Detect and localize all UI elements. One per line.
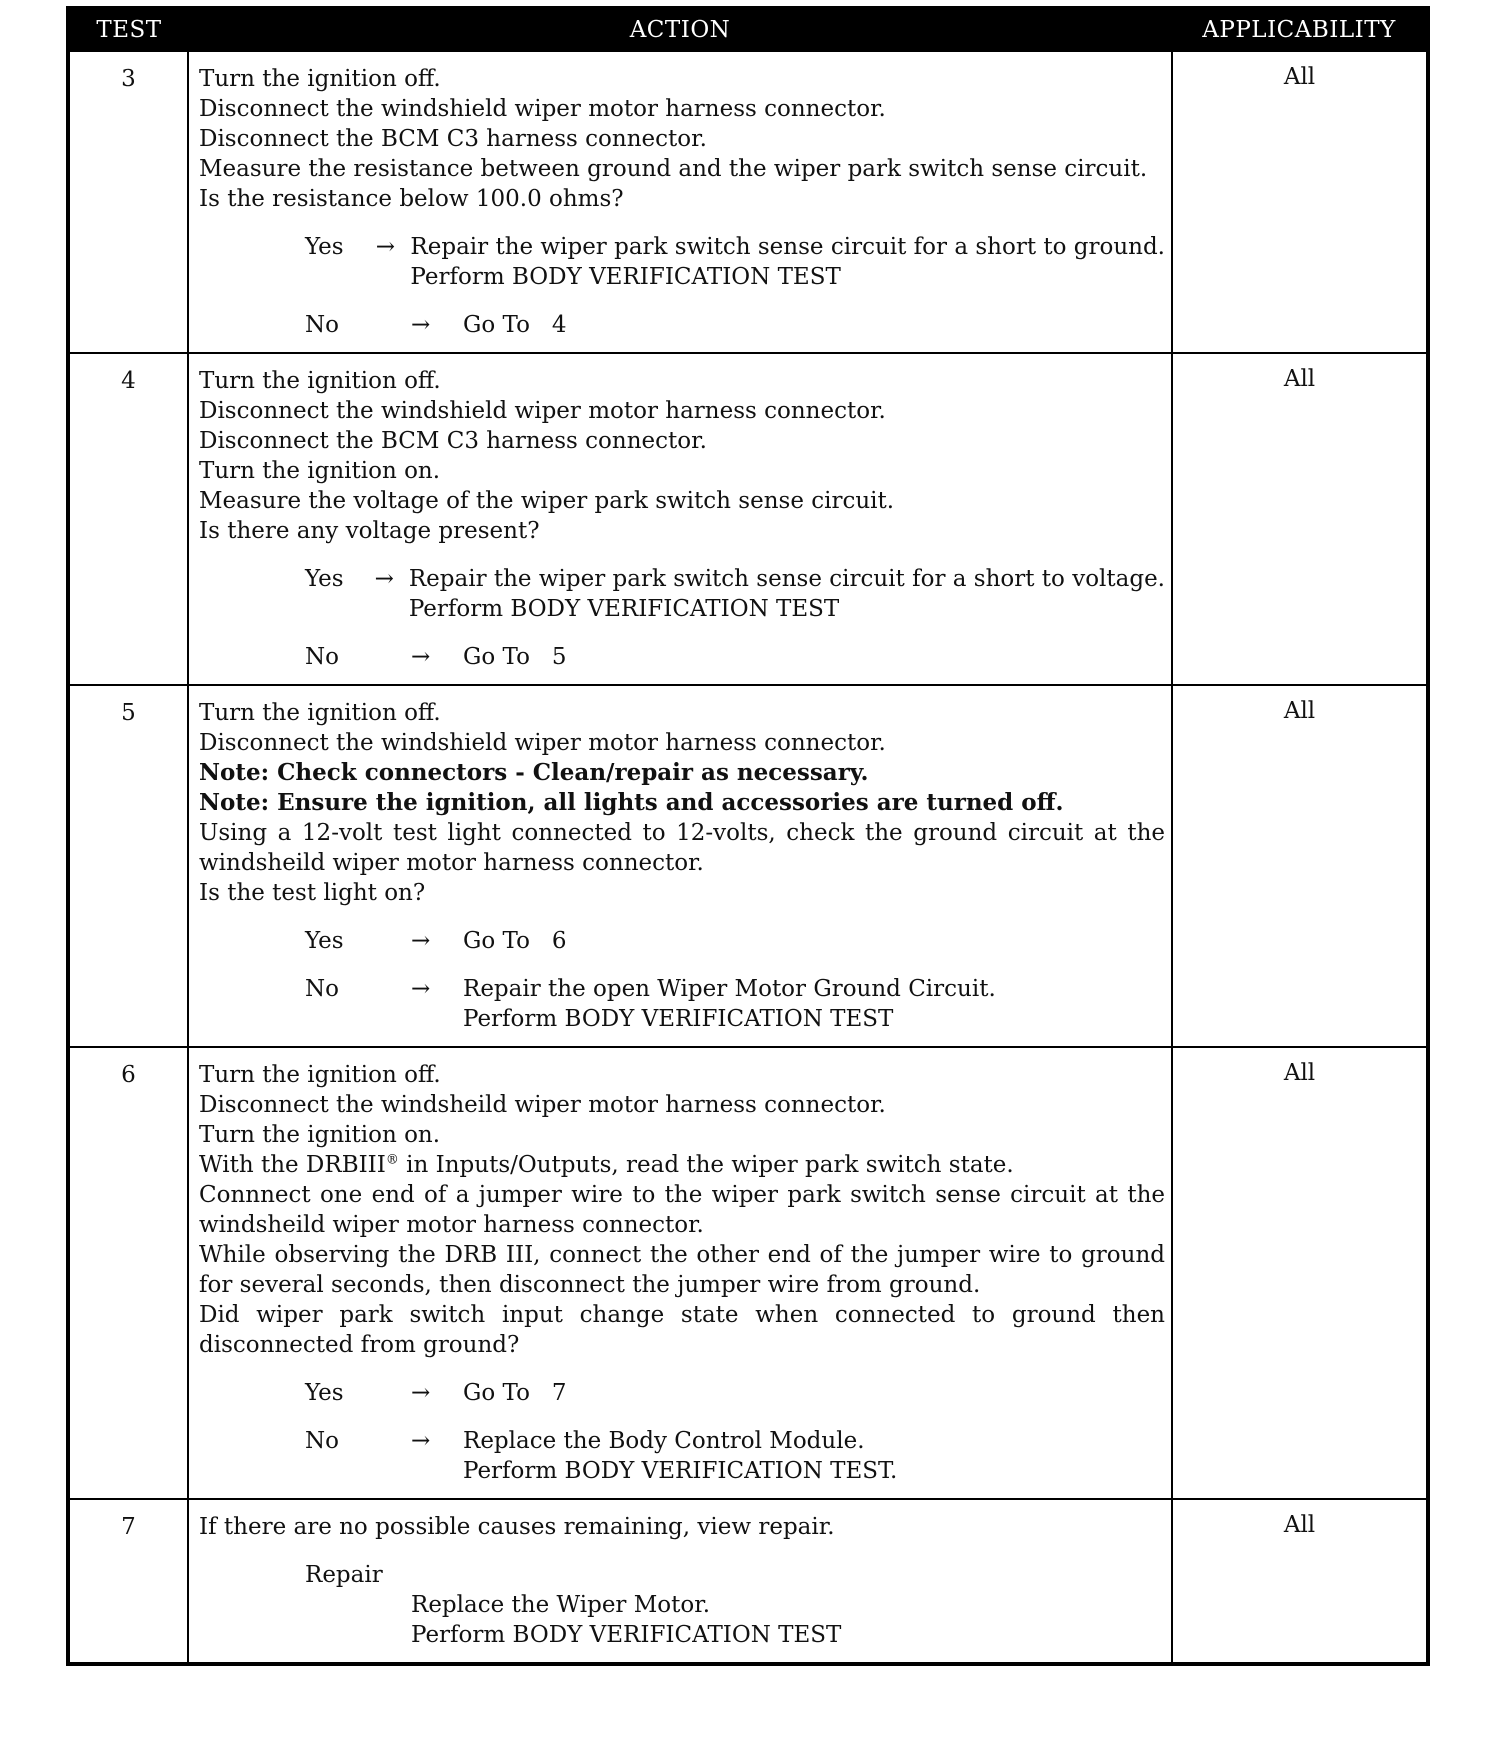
note: Note: Ensure the ignition, all lights and accessories are turned off. — [199, 789, 1064, 816]
no-label: No — [305, 644, 339, 670]
no-branch — [199, 642, 1165, 672]
step: Turn the ignition on. — [199, 1122, 441, 1148]
action-cell — [188, 353, 1172, 685]
step: Using a 12-volt test light connected to 12-volts, check the ground circuit at the windsheild wiper motor harness connector. — [199, 820, 1165, 876]
arrow-icon: → — [411, 976, 431, 1002]
result-line: Repair the wiper park switch sense circuit for a short to ground. — [410, 234, 1165, 260]
result-line: Go To 4 — [463, 312, 567, 338]
header-applicability: APPLICABILITY — [1172, 8, 1428, 51]
result-line: Perform BODY VERIFICATION TEST — [410, 264, 841, 290]
no-branch — [199, 974, 1165, 1034]
step: If there are no possible causes remaining, view repair. — [199, 1514, 835, 1540]
diagnostic-test-table — [66, 6, 1426, 1666]
applicability: All — [1172, 353, 1428, 685]
step-drb — [199, 1150, 1165, 1180]
result-line: Replace the Body Control Module. — [463, 1428, 865, 1454]
yes-label: Yes — [305, 928, 344, 954]
arrow-icon: → — [411, 1428, 431, 1454]
drb-after: in Inputs/Outputs, read the wiper park switch state. — [398, 1152, 1014, 1178]
registered-mark: ® — [385, 1152, 399, 1168]
step: Turn the ignition off. — [199, 700, 441, 726]
no-label: No — [305, 1428, 339, 1454]
yes-label: Yes — [305, 566, 344, 592]
result-line: Perform BODY VERIFICATION TEST. — [463, 1458, 898, 1484]
test-row-5 — [68, 685, 1428, 1047]
test-number: 6 — [68, 1047, 188, 1499]
repair-label: Repair — [305, 1562, 383, 1588]
step: Disconnect the BCM C3 harness connector. — [199, 126, 707, 152]
test-number: 5 — [68, 685, 188, 1047]
arrow-icon: → — [411, 928, 431, 954]
step: Disconnect the windshield wiper motor harness connector. — [199, 730, 886, 756]
applicability: All — [1172, 1499, 1428, 1664]
test-number: 3 — [68, 51, 188, 353]
drb-before: With the DRBIII — [199, 1152, 386, 1178]
yes-label: Yes — [305, 1380, 344, 1406]
question: Did wiper park switch input change state when connected to ground then disconnected from ground? — [199, 1302, 1165, 1358]
step: While observing the DRB III, connect the other end of the jumper wire to ground for several seconds, then disconnect the jumper wire from ground. — [199, 1242, 1165, 1298]
step: Turn the ignition off. — [199, 1062, 441, 1088]
step: Disconnect the BCM C3 harness connector. — [199, 428, 707, 454]
yes-branch — [199, 564, 1165, 624]
result-line: Go To 5 — [463, 644, 567, 670]
no-branch — [199, 1426, 1165, 1486]
step: Measure the resistance between ground and the wiper park switch sense circuit. — [199, 156, 1148, 182]
result-line: Repair the open Wiper Motor Ground Circuit. — [463, 976, 996, 1002]
step: Turn the ignition off. — [199, 66, 441, 92]
test-row-7 — [68, 1499, 1428, 1664]
no-label: No — [305, 976, 339, 1002]
applicability: All — [1172, 1047, 1428, 1499]
yes-branch — [199, 232, 1165, 292]
result-line: Go To 7 — [463, 1380, 567, 1406]
step: Measure the voltage of the wiper park switch sense circuit. — [199, 488, 895, 514]
arrow-icon: → — [411, 1380, 431, 1406]
result-line: Repair the wiper park switch sense circuit for a short to voltage. — [408, 566, 1165, 592]
test-table — [66, 6, 1430, 1666]
question: Is there any voltage present? — [199, 518, 540, 544]
no-label: No — [305, 312, 339, 338]
header-action: ACTION — [188, 8, 1172, 51]
step: Turn the ignition off. — [199, 368, 441, 394]
step: Connnect one end of a jumper wire to the wiper park switch sense circuit at the windsheild wiper motor harness connector. — [199, 1182, 1165, 1238]
test-number: 4 — [68, 353, 188, 685]
action-cell — [188, 685, 1172, 1047]
header-test: TEST — [68, 8, 188, 51]
action-cell — [188, 1499, 1172, 1664]
result-line: Perform BODY VERIFICATION TEST — [408, 596, 840, 622]
test-number: 7 — [68, 1499, 188, 1664]
action-cell — [188, 51, 1172, 353]
question: Is the test light on? — [199, 880, 426, 906]
result-line: Go To 6 — [463, 928, 567, 954]
applicability: All — [1172, 685, 1428, 1047]
test-row-6 — [68, 1047, 1428, 1499]
yes-branch — [199, 1378, 1165, 1408]
arrow-icon: → — [411, 644, 431, 670]
arrow-icon: → — [374, 566, 394, 592]
yes-branch — [199, 926, 1165, 956]
test-row-4 — [68, 353, 1428, 685]
arrow-icon: → — [411, 312, 431, 338]
repair-line: Perform BODY VERIFICATION TEST — [411, 1622, 842, 1648]
action-cell — [188, 1047, 1172, 1499]
result-line: Perform BODY VERIFICATION TEST — [463, 1006, 894, 1032]
applicability: All — [1172, 51, 1428, 353]
note: Note: Check connectors - Clean/repair as necessary. — [199, 759, 869, 786]
yes-label: Yes — [305, 234, 344, 260]
step: Turn the ignition on. — [199, 458, 441, 484]
arrow-icon: → — [375, 234, 395, 260]
step: Disconnect the windshield wiper motor harness connector. — [199, 398, 886, 424]
no-branch — [199, 310, 1165, 340]
repair-line: Replace the Wiper Motor. — [411, 1592, 710, 1618]
test-row-3 — [68, 51, 1428, 353]
step: Disconnect the windsheild wiper motor harness connector. — [199, 1092, 886, 1118]
step: Disconnect the windshield wiper motor harness connector. — [199, 96, 886, 122]
question: Is the resistance below 100.0 ohms? — [199, 186, 624, 212]
header-row — [68, 8, 1428, 51]
